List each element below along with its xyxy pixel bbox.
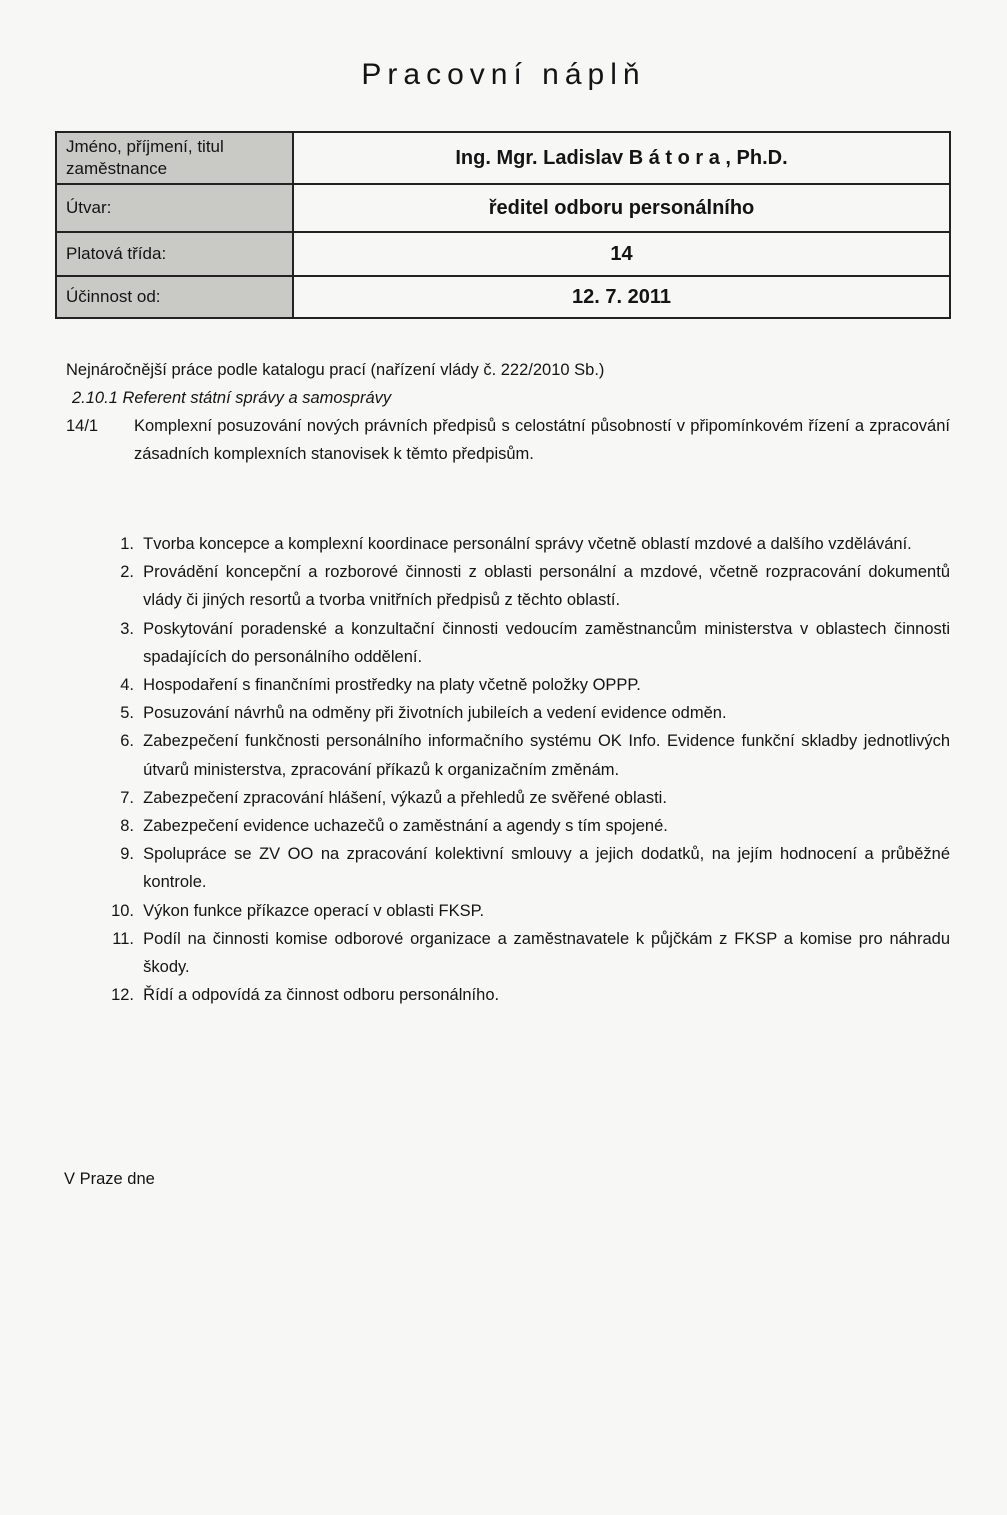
duty-number: 1. [120, 535, 134, 553]
duty-text: Výkon funkce příkazce operací v oblasti FKSP. [143, 901, 485, 920]
list-item [95, 558, 950, 614]
duty-number: 8. [120, 817, 134, 836]
info-label: Účinnost od: [56, 276, 293, 318]
duty-number: 4. [120, 676, 134, 695]
info-value: Ing. Mgr. Ladislav B á t o r a , Ph.D. [293, 132, 950, 184]
info-label: Útvar: [56, 184, 293, 232]
list-item [95, 615, 950, 671]
info-label: Jméno, příjmení, titul zaměstnance [56, 132, 293, 184]
duties-list [95, 530, 950, 1009]
employee-info-table [55, 131, 951, 319]
duty-number: 7. [120, 788, 134, 807]
list-item [95, 925, 950, 981]
info-value: 12. 7. 2011 [293, 276, 950, 318]
duty-text: Provádění koncepční a rozborové činnosti z oblasti personální a mzdové, včetně rozpracování dokumentů vlády či jiných resortů a tvorba vnitřních předpisů z těchto oblastí. [143, 563, 950, 610]
list-item [95, 812, 950, 840]
work-item-text: Komplexní posuzování nových právních předpisů s celostátní působností v připomínkovém řízení a zpracování zásadních komplexních stanovisek k těmto předpisům. [134, 417, 950, 463]
duty-number: 12. [111, 986, 134, 1005]
duty-number: 5. [120, 704, 134, 723]
duty-text: Zabezpečení funkčnosti personálního informačního systému OK Info. Evidence funkční skladby jednotlivých útvarů ministerstva, zpracování příkazů k organizačním změnám. [143, 732, 950, 779]
info-value: 14 [293, 232, 950, 276]
duty-number: 9. [120, 845, 134, 864]
info-row-effective-date [56, 276, 950, 318]
duty-text: Hospodaření s finančními prostředky na platy včetně položky OPPP. [143, 676, 641, 695]
duty-text: Poskytování poradenské a konzultační činnosti vedoucím zaměstnancům ministerstva v oblastech činnosti spadajících do personálního oddělení. [143, 619, 950, 666]
list-item [95, 671, 950, 699]
duty-number: 2. [120, 563, 134, 582]
catalog-intro: Nejnáročnější práce podle katalogu prací (nařízení vlády č. 222/2010 Sb.) [66, 361, 605, 379]
footer-place-date: V Praze dne [64, 1170, 155, 1188]
list-item [95, 784, 950, 812]
duty-text: Zabezpečení evidence uchazečů o zaměstnání a agendy s tím spojené. [143, 817, 668, 836]
duty-text: Posuzování návrhů na odměny při životních jubileích a vedení evidence odměn. [143, 704, 727, 723]
catalog-code: 2.10.1 Referent státní správy a samosprávy [72, 389, 392, 407]
duty-text: Tvorba koncepce a komplexní koordinace personální správy včetně oblastí mzdové a dalšího vzdělávání. [143, 535, 912, 553]
duty-text: Spolupráce se ZV OO na zpracování kolektivní smlouvy a jejich dodatků, na jejím hodnocení a průběžné kontrole. [143, 845, 950, 892]
document-title: Pracovní náplň [361, 58, 646, 91]
duty-number: 11. [112, 929, 134, 948]
list-item [95, 699, 950, 727]
duty-number: 6. [120, 732, 134, 751]
work-item-number: 14/1 [66, 417, 99, 435]
list-item [95, 981, 950, 1009]
duty-number: 3. [120, 619, 134, 638]
list-item [95, 840, 950, 896]
info-row-salary-class [56, 232, 950, 276]
duty-number: 10. [111, 901, 134, 920]
info-label: Platová třída: [56, 232, 293, 276]
info-row-unit [56, 184, 950, 232]
duty-text: Řídí a odpovídá za činnost odboru personálního. [143, 986, 500, 1005]
list-item [95, 530, 950, 558]
duty-text: Podíl na činnosti komise odborové organizace a zaměstnavatele k půjčkám z FKSP a komise pro náhradu škody. [143, 929, 950, 977]
duty-text: Zabezpečení zpracování hlášení, výkazů a přehledů ze svěřené oblasti. [143, 788, 667, 807]
info-value: ředitel odboru personálního [293, 184, 950, 232]
list-item [95, 727, 950, 783]
list-item [95, 897, 950, 925]
info-row-name [56, 132, 950, 184]
